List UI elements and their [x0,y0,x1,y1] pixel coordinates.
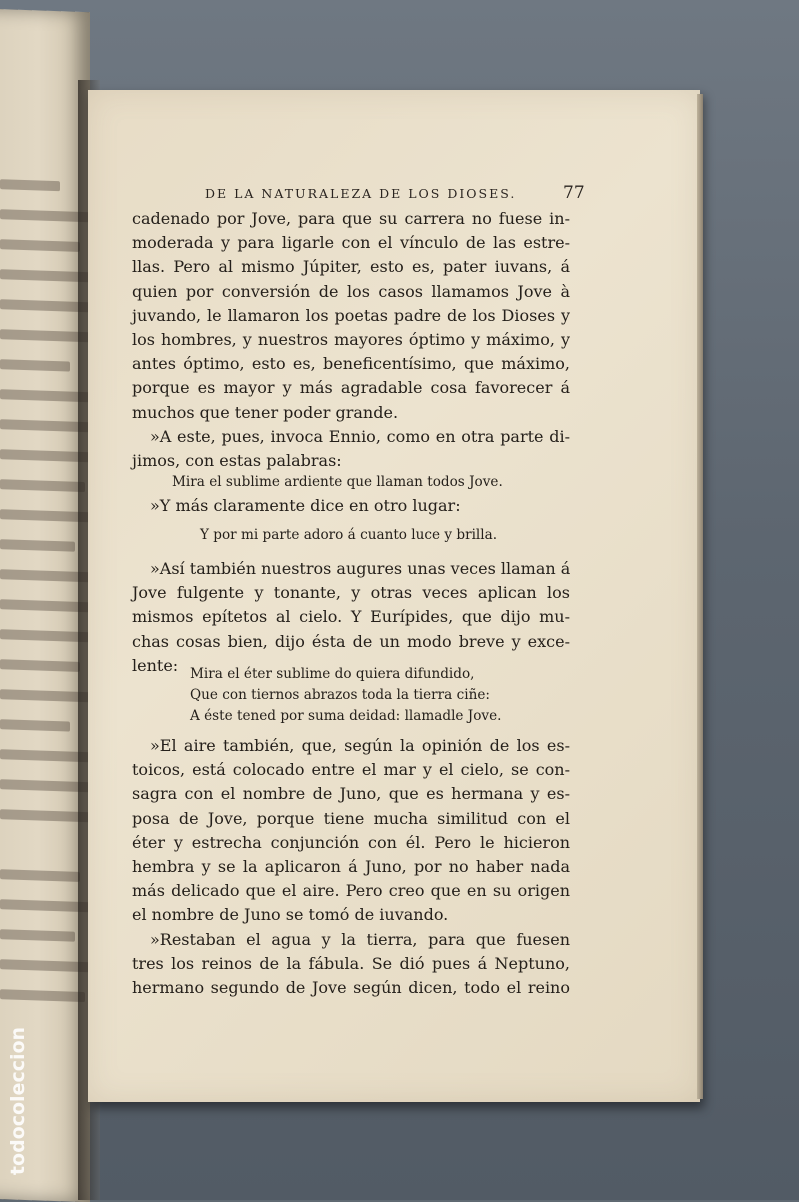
text-line: tres los reinos de la fábula. Se dió pues á Neptuno, [132,953,570,973]
verse-1: Mira el sublime ardiente que llaman todos Jove. [172,474,503,490]
page-number: 77 [563,183,585,203]
text-line: Jove fulgente y tonante, y otras veces aplican los [132,583,570,603]
text-line: posa de Jove, porque tiene mucha similitud con el [132,808,570,828]
text-line: lente: [132,655,179,675]
text-line: toicos, está colocado entre el mar y el cielo, se con- [132,760,570,780]
text-line: »Así también nuestros augures unas veces llaman á [150,559,571,578]
watermark-text: todocoleccion [7,1026,30,1176]
text-line: los hombres, y nuestros mayores óptimo y máximo, y [132,329,570,349]
verse-line: Que con tiernos abrazos toda la tierra ciñe: [190,687,490,703]
text-line: »El aire también, que, según la opinión de los es- [150,736,570,755]
verse-3 [190,664,501,727]
verse-2: Y por mi parte adoro á cuanto luce y brilla. [200,527,498,543]
text-line: hermano segundo de Jove según dicen, todo el reino [132,977,570,997]
paragraph-2 [132,557,570,678]
text-line: más delicado que el aire. Pero creo que en su origen [132,881,570,901]
page-edge [697,94,703,1099]
text-line: »Restaban el agua y la tierra, para que fuesen [150,929,570,949]
verse-line: Mira el éter sublime do quiera difundido, [190,666,475,682]
text-line: muchos que tener poder grande. [132,402,399,422]
text-line: llas. Pero al mismo Júpiter, esto es, pater iuvans, á [132,257,570,277]
paragraph-1 [132,207,570,473]
text-line: »A este, pues, invoca Ennio, como en otra parte di- [150,426,570,446]
text-line: porque es mayor y más agradable cosa favorecer á [132,378,570,398]
paragraph-3 [132,734,570,1000]
text-line: hembra y se la aplicaron á Juno, por no haber nada [132,856,570,876]
verse-line: A éste tened por suma deidad: llamadle Jove. [190,708,502,724]
text-line: sagra con el nombre de Juno, que es hermana y es- [132,784,570,804]
running-header: DE LA NATURALEZA DE LOS DIOSES. [205,186,517,201]
left-page [0,8,90,1202]
text-line: éter y estrecha conjunción con él. Pero le hicieron [132,832,570,852]
text-line: juvando, le llamaron los poetas padre de los Dioses y [132,305,570,325]
text-line: moderada y para ligarle con el vínculo de las estre- [132,233,570,253]
text-line: mismos epítetos al cielo. Y Eurípides, que dijo mu- [132,607,570,627]
text-line: »Y más claramente dice en otro lugar: [150,496,461,515]
text-line: quien por conversión de los casos llamamos Jove à [132,281,570,301]
text-line: cadenado por Jove, para que su carrera no fuese in- [132,209,570,228]
text-line: jimos, con estas palabras: [132,450,342,470]
text-line: el nombre de Juno se tomó de iuvando. [132,905,449,925]
text-line: chas cosas bien, dijo ésta de un modo breve y exce- [132,631,570,651]
watermark [4,1025,38,1185]
text-line: antes óptimo, esto es, beneficentísimo, que máximo, [132,354,570,374]
